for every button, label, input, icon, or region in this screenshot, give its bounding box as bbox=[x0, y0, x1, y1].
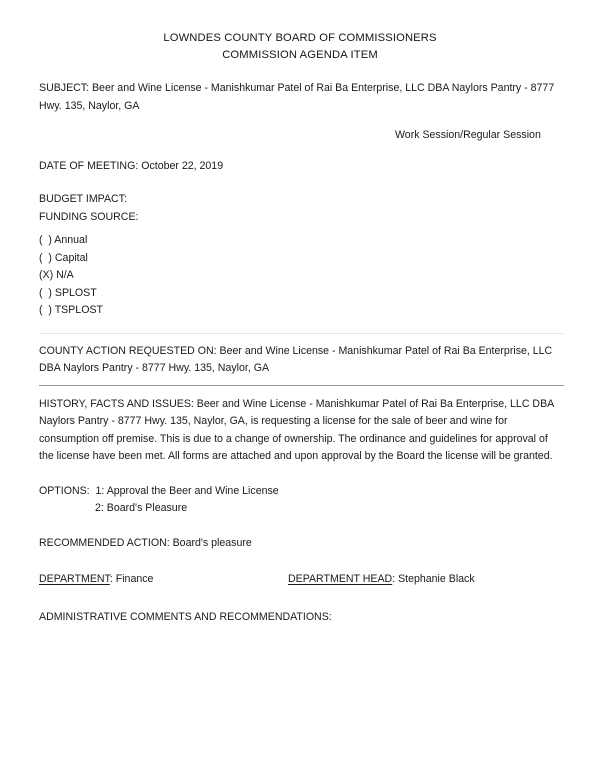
budget-funding-block bbox=[39, 191, 564, 226]
history-value: Beer and Wine License - Manishkumar Patel of Rai Ba Enterprise, LLC DBA Naylors Pantry - 8777 Hwy. 135, Naylor, GA, is requesting a license for the sale of beer and wine for consumption off premise. This is due to a change of ownership. The ordinance and guidelines for approval of the license have been met. All forms are attached and upon approval by the Board the license will be granted. bbox=[39, 397, 554, 463]
funding-checkbox-tsplost[interactable]: ( ) bbox=[39, 304, 52, 317]
funding-label-capital: Capital bbox=[51, 251, 88, 264]
county-action-row bbox=[39, 343, 564, 378]
department-value: Finance bbox=[115, 573, 154, 586]
history-label: HISTORY, FACTS AND ISSUES: bbox=[39, 397, 194, 410]
options-row-2 bbox=[39, 500, 564, 518]
funding-checkbox-na[interactable]: (X) bbox=[39, 269, 54, 282]
document-header bbox=[0, 0, 600, 64]
department-label: DEPARTMENT bbox=[39, 573, 110, 586]
department-head-value: Stephanie Black bbox=[398, 573, 475, 586]
funding-source-label: FUNDING SOURCE: bbox=[39, 210, 139, 223]
administrative-comments-row bbox=[39, 609, 564, 627]
divider-above-county-action bbox=[39, 333, 564, 334]
session-type-value: Work Session/Regular Session bbox=[395, 129, 541, 141]
funding-label-splost: SPLOST bbox=[51, 286, 97, 299]
options-item-2-text: 2: Board's Pleasure bbox=[95, 502, 188, 515]
subject-label: SUBJECT: bbox=[39, 82, 90, 94]
meeting-date-row bbox=[39, 158, 564, 176]
divider-below-county-action-wrap bbox=[39, 385, 564, 386]
options-row-1 bbox=[39, 483, 564, 501]
funding-source-options bbox=[39, 232, 564, 320]
history-facts-issues-row bbox=[39, 396, 564, 466]
department-head-label: DEPARTMENT HEAD bbox=[288, 573, 393, 586]
divider-below-county-action bbox=[39, 385, 564, 386]
funding-option-capital[interactable] bbox=[39, 250, 564, 268]
budget-impact-label: BUDGET IMPACT: bbox=[39, 193, 127, 205]
funding-checkbox-capital[interactable]: ( ) bbox=[39, 251, 52, 264]
funding-checkbox-annual[interactable]: ( ) bbox=[39, 234, 52, 246]
funding-checkbox-splost[interactable]: ( ) bbox=[39, 286, 52, 299]
funding-label-tsplost: TSPLOST bbox=[51, 304, 103, 317]
county-action-value: Beer and Wine License - Manishkumar Patel of Rai Ba Enterprise, LLC DBA Naylors Pantry - 8777 Hwy. 135, Naylor, GA bbox=[39, 344, 553, 375]
page-title-line-2: COMMISSION AGENDA ITEM bbox=[222, 49, 378, 61]
department-row bbox=[39, 571, 564, 588]
county-action-label: COUNTY ACTION REQUESTED ON: bbox=[39, 344, 217, 357]
session-type-row bbox=[39, 127, 564, 145]
meeting-date-value: October 22, 2019 bbox=[138, 159, 224, 172]
funding-option-splost[interactable] bbox=[39, 285, 564, 303]
options-label: OPTIONS: bbox=[39, 484, 90, 497]
subject-value: Beer and Wine License - Manishkumar Patel of Rai Ba Enterprise, LLC DBA Naylors Pantry - 8777 Hwy. 135, Naylor, GA bbox=[39, 82, 555, 112]
recommended-action-value: Board's pleasure bbox=[169, 536, 252, 549]
divider-above-county-action-wrap bbox=[39, 333, 564, 334]
funding-option-na[interactable] bbox=[39, 267, 564, 285]
subject-row bbox=[39, 80, 564, 115]
recommended-action-row bbox=[39, 535, 564, 553]
department-field bbox=[39, 571, 153, 589]
recommended-action-label: RECOMMENDED ACTION: bbox=[39, 536, 170, 549]
page-title-line-1: LOWNDES COUNTY BOARD OF COMMISSIONERS bbox=[163, 32, 437, 44]
meeting-date-label: DATE OF MEETING: bbox=[39, 159, 139, 172]
funding-option-tsplost[interactable] bbox=[39, 302, 564, 320]
options-block bbox=[39, 483, 564, 518]
department-head-separator: : bbox=[392, 573, 399, 586]
document-body bbox=[0, 80, 600, 627]
history-paragraph bbox=[39, 396, 564, 466]
department-head-field bbox=[288, 571, 475, 589]
department-separator: : bbox=[109, 573, 116, 586]
funding-label-na: N/A bbox=[53, 269, 74, 282]
funding-label-annual: Annual bbox=[51, 234, 88, 246]
administrative-comments-label: ADMINISTRATIVE COMMENTS AND RECOMMENDATIONS: bbox=[39, 611, 332, 624]
options-item-1-text: 1: Approval the Beer and Wine License bbox=[95, 484, 279, 497]
funding-option-annual[interactable] bbox=[39, 232, 564, 250]
